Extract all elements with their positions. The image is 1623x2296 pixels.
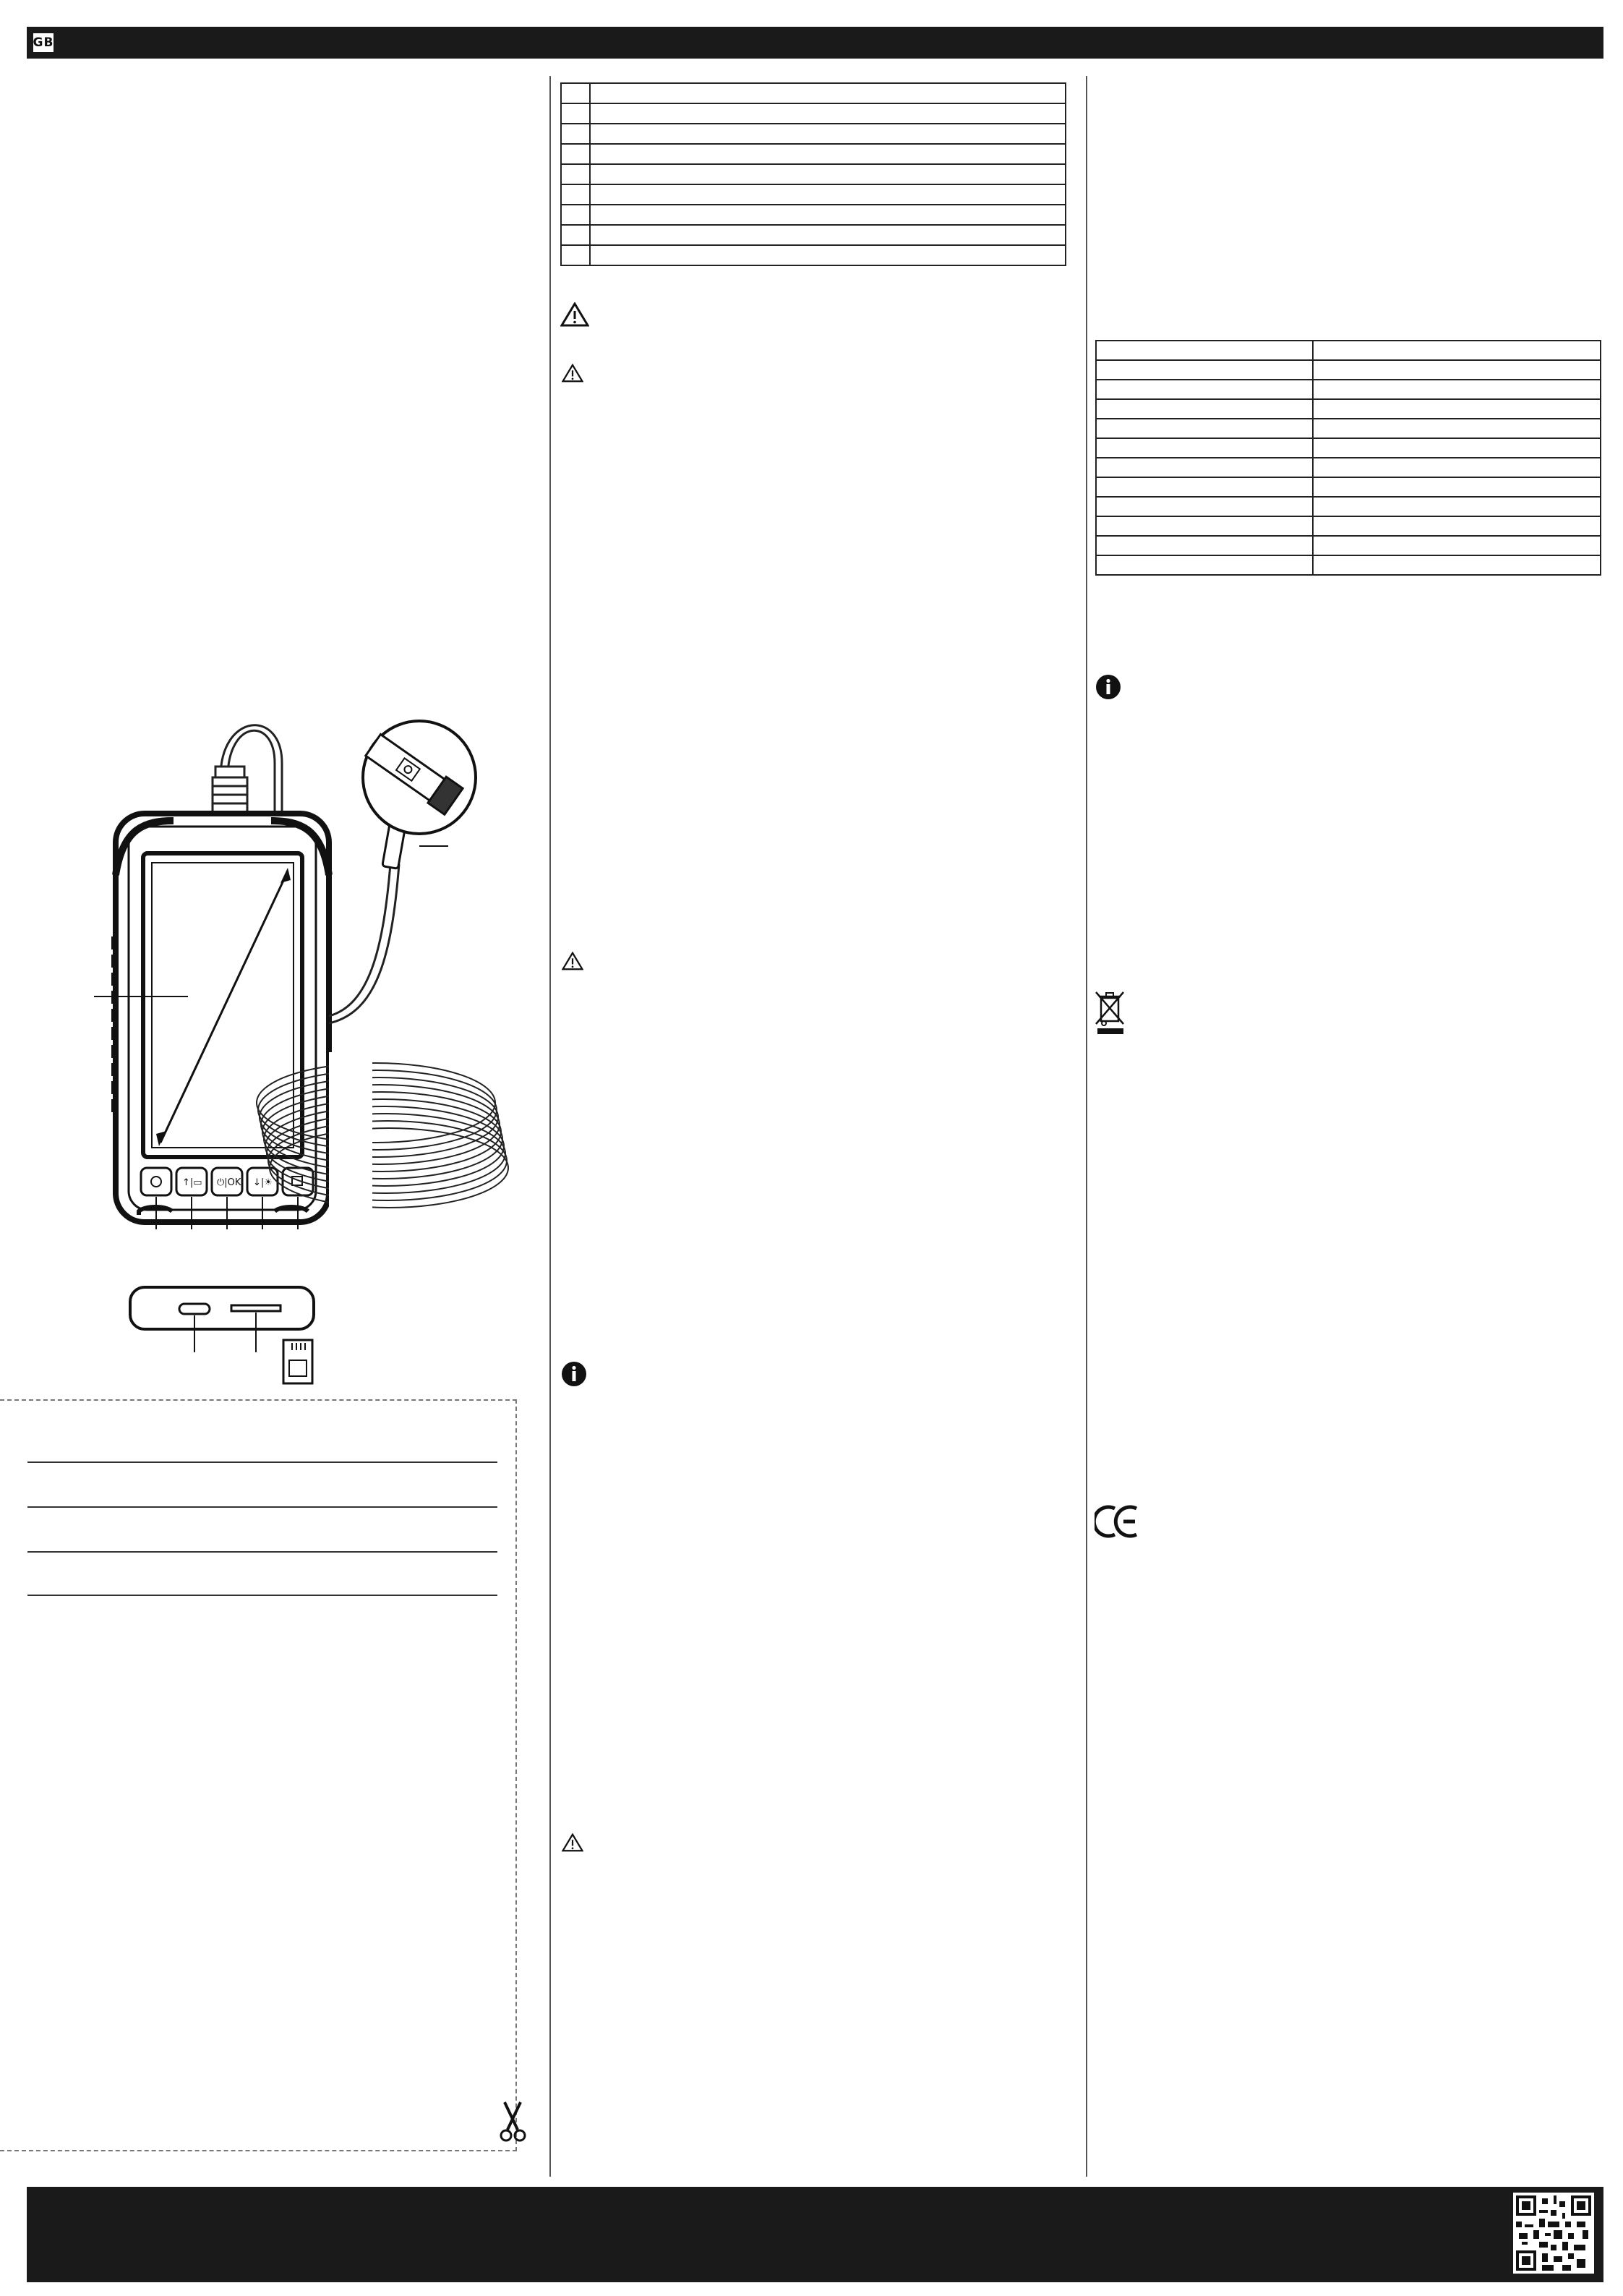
card-rule-1: [27, 1461, 497, 1463]
warning-triangle-icon: [562, 952, 583, 970]
cable-connector: [213, 767, 247, 814]
info-icon: [561, 1361, 587, 1387]
device-illustration: [94, 720, 535, 1374]
warning-triangle-icon: [562, 1833, 583, 1852]
scissors-icon: [499, 2101, 528, 2143]
footer-bar: [27, 2187, 1603, 2282]
button-settings: [141, 1168, 171, 1195]
sd-card-slot: [231, 1305, 281, 1311]
sd-card-icon: [283, 1340, 312, 1383]
warning-triangle-icon: [562, 364, 583, 383]
card-rule-2: [27, 1506, 497, 1508]
header-bar: [27, 27, 1603, 59]
info-icon: [1095, 674, 1121, 700]
card-rule-3: [27, 1551, 497, 1553]
specification-table: [1095, 340, 1601, 576]
svg-text:⏻|OK: ⏻|OK: [217, 1177, 241, 1188]
column-divider-left: [549, 76, 551, 2177]
usb-c-port: [179, 1304, 210, 1314]
svg-text:↑|▭: ↑|▭: [182, 1177, 202, 1188]
qr-code-icon: [1513, 2193, 1594, 2274]
svg-text:↓|☀: ↓|☀: [253, 1177, 273, 1188]
parts-table: [560, 82, 1066, 266]
device-bottom-ports: [123, 1284, 340, 1388]
language-badge: GB: [31, 31, 56, 54]
card-rule-4: [27, 1595, 497, 1596]
warning-triangle-icon: [560, 302, 589, 327]
crossed-bin-icon: [1095, 989, 1126, 1036]
cutout-card: [0, 1399, 517, 2151]
column-divider-right: [1086, 76, 1087, 2177]
ce-mark-icon: [1095, 1504, 1141, 1539]
